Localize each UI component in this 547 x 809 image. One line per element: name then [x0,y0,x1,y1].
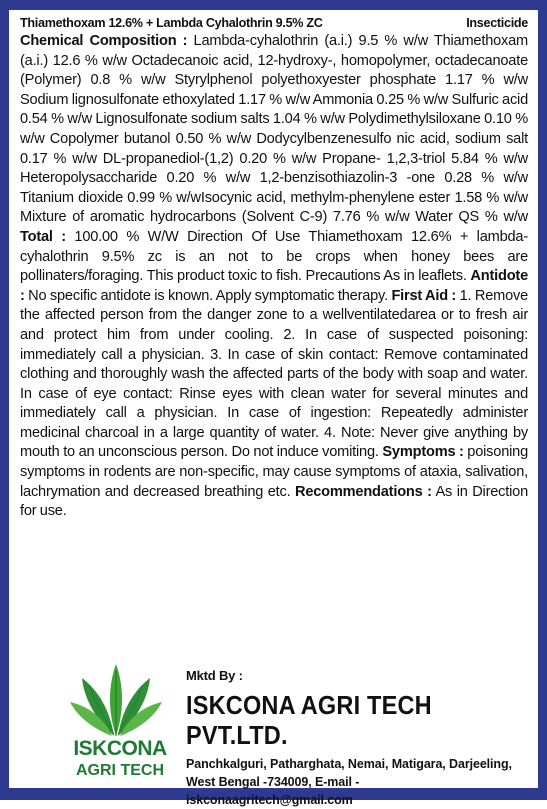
product-header [20,16,528,30]
first-aid-heading: First Aid : [391,287,457,304]
frame-top-border [0,0,547,10]
frame-left-border [0,0,9,800]
antidote-heading: Antidote : [20,268,528,304]
total-heading: Total : [20,228,66,245]
symptoms-text: poisoning symptoms in rodents are non-specific, may cause symptoms of ataxia, salivation, lachrymation and decreased breathing etc. [20,444,528,500]
product-category: Insecticide [466,16,528,30]
logo-wordmark: ISKCONA [73,737,167,760]
antidote-text: No specific antidote is known. Apply symptomatic therapy. [24,287,392,304]
composition-text: Lambda-cyhalothrin (a.i.) 9.5 % w/w Thiamethoxam (a.i.) 12.6 % w/w Octadecanoic acid, 12-hydroxy-, homopolymer, octadecanoate (Polymer) 0.8 % w/w Styrylphenol polyethoxyester phosphate 1.17 % w/w Sodium lignosulfonate ethoxylated 1.17 % w/w Ammonia 0.25 % w/w Sulfuric acid 0.54 % w/w Lignosulfonate sodium salts 1.04 % w/w Polydimethylsiloxane 0.10 % w/w Copolymer butanol 0.50 % w/w Dodycylbenzenesulfo nic acid, sodium salt 0.17 % w/w DL-propanediol-(1,2) 0.20 % w/w Propane- 1,2,3-triol 5.84 % w/w Heteropolysaccharide 0.20 % w/w 1,2-benzisothiazolin-3 -one 0.28 % w/w Titanium dioxide 0.99 % w/wIsocynic acid, methylm-phenylene ester 1.58 % w/w Mixture of aromatic hydrocarbons (Solvent C-9) 7.76 % w/w Water QS % w/w [20,33,528,226]
total-text: 100.00 % W/W Direction Of Use Thiamethoxam 12.6% + lambda-cyhalothrin 9.5% zc is an not to be crops when honey bees are pollinaters/foraging. This product toxic to fish. Precautions As in leaflets. [20,228,528,285]
label-body [20,16,528,522]
composition-heading: Chemical Composition : [20,33,188,49]
frame-right-border [538,0,547,800]
marketed-by-label: Mktd By : [186,668,243,683]
address-line-2: West Bengal -734009, E-mail - iskconaagritech@gmail.com [186,775,360,807]
label-text [20,32,528,522]
address-line-1: Panchkalguri, Patharghata, Nemai, Matigara, Darjeeling, [186,757,512,771]
recommendations-text: As in Direction for use. [20,483,528,520]
company-logo [64,660,176,788]
symptoms-heading: Symptoms : [382,444,464,461]
company-info [186,668,526,809]
recommendations-heading: Recommendations : [294,483,432,500]
company-name: ISKCONA AGRI TECH PVT.LTD. [186,691,432,750]
logo-subtitle: AGRI TECH [76,762,164,779]
company-address [186,755,526,809]
first-aid-text: 1. Remove the affected person from the danger zone to a wellventilatedarea or to fresh air and protect him from under cooling. 2. In case of suspected poisoning: immediately call a physician. 3. In case of skin contact: Remove contaminated clothing and thoroughly wash the affected parts of the body with soap and water. In case of eye contact: Rinse eyes with clean water for several minutes and immediately call a physician. In case of ingestion: Repeatedly administer medicinal charcoal in a large quantity of water. 4. Note: Never give anything by mouth to an unconscious person. Do not induce vomiting. [20,287,528,461]
leaf-sprout-logo-icon [68,660,164,738]
product-name: Thiamethoxam 12.6% + Lambda Cyhalothrin 9.5% ZC [20,16,323,30]
